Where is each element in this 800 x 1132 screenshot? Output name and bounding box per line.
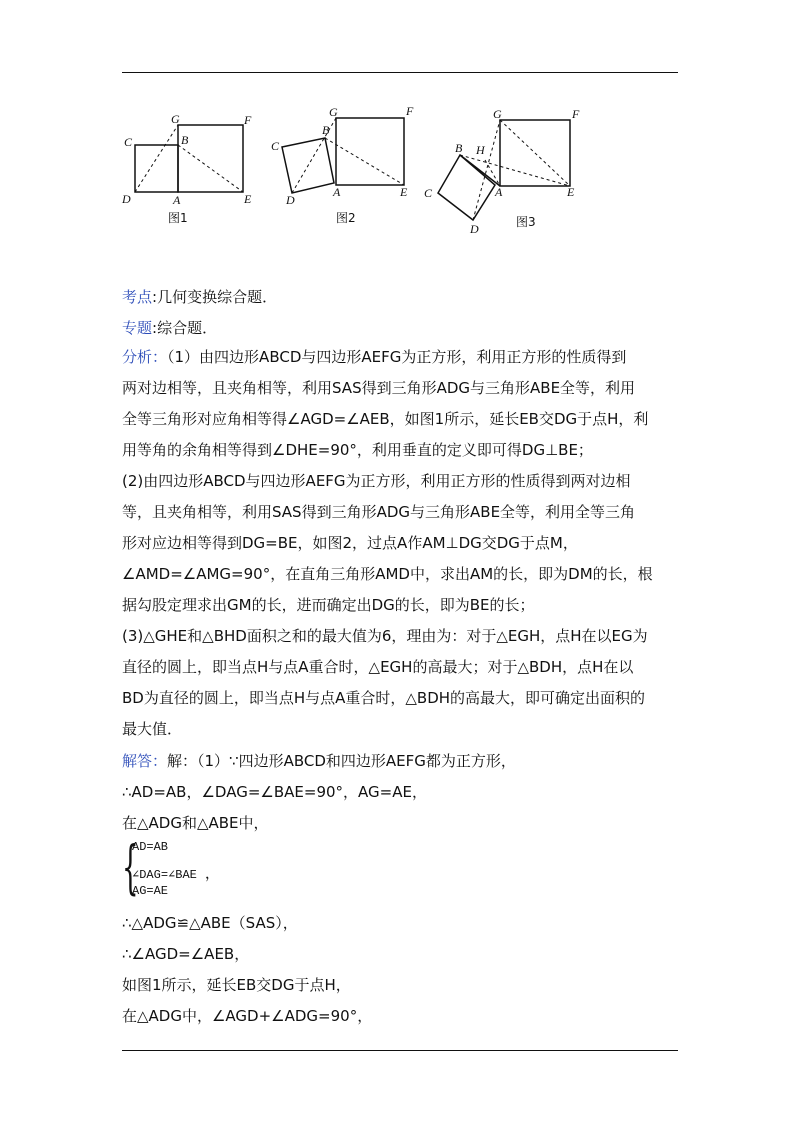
figure-3 [438,120,570,220]
zhuanti-label: 专题 [122,319,153,337]
system-eq-2-text: ∠DAG=∠BAE [132,868,197,882]
kaodian-label: 考点 [122,288,153,306]
jieda-line-3: 在△ADG和△ABE中， [122,814,269,832]
figure-1 [135,125,243,192]
fig2-label-g: G [329,105,338,119]
jieda-line-5: ∴△ADG≌△ABE（SAS）， [122,914,298,932]
jieda-first: 解：（1）∵四边形ABCD和四边形AEFG都为正方形， [167,752,516,770]
fig2-label-c: C [271,139,280,153]
geometry-figures [110,100,610,240]
fig2-label-a: A [333,185,341,199]
fenxi-line-1 [122,346,626,367]
fenxi-line-10: (3)△GHE和△BHD面积之和的最大值为6，理由为：对于△EGH，点H在以EG为 [122,627,648,645]
jieda-line-2: ∴AD=AB，∠DAG=∠BAE=90°，AG=AE， [122,783,427,801]
fig2-label-e: E [400,185,408,199]
fenxi-text: （1）由四边形ABCD与四边形AEFG为正方形，利用正方形的性质得到 [167,348,627,366]
jieda-line-6: ∴∠AGD=∠AEB， [122,945,250,963]
fig1-label-c: C [124,135,133,149]
jieda-line-7: 如图1所示，延长EB交DG于点H， [122,976,351,994]
fenxi-line-9: 据勾股定理求出GM的长，进而确定出DG的长，即为BE的长； [122,596,535,614]
fig1-label-f: F [244,113,252,127]
fenxi-line-4: 用等角的余角相等得到∠DHE=90°，利用垂直的定义即可得DG⊥BE； [122,441,593,459]
system-eq-3: AG=AE [132,884,169,898]
system-eq-2 [132,862,220,883]
fig2-label-d: D [286,193,295,207]
fenxi-line-2: 两对边相等，且夹角相等，利用SAS得到三角形ADG与三角形ABE全等，利用 [122,379,636,397]
fig3-label-h: H [476,143,485,157]
kaodian-line [122,286,277,307]
fenxi-line-11: 直径的圆上，即当点H与点A重合时，△EGH的高最大；对于△BDH，点H在以 [122,658,634,676]
fig2-label-f: F [406,104,414,118]
kaodian-text: :几何变换综合题． [152,288,278,306]
fenxi-line-7: 形对应边相等得到DG=BE，如图2，过点A作AM⊥DG交DG于点M， [122,534,578,552]
top-rule [122,72,678,73]
jieda-label: 解答： [122,752,168,770]
jieda-line-1 [122,750,516,771]
fenxi-line-5: (2)由四边形ABCD与四边形AEFG为正方形，利用正方形的性质得到两对边相 [122,472,631,490]
fig1-label-d: D [122,192,131,206]
jieda-line-8: 在△ADG中，∠AGD+∠ADG=90°， [122,1007,373,1025]
fig3-label-f: F [572,107,580,121]
fig3-label-a: A [495,185,503,199]
fig2-label-b: B [322,123,330,137]
fig3-label-e: E [567,185,575,199]
fig1-caption: 图1 [168,211,188,225]
fig3-label-d: D [470,222,479,236]
equation-system [122,833,322,904]
fig1-label-a: A [173,193,181,207]
fig1-label-g: G [171,112,180,126]
bottom-rule [122,1050,678,1051]
system-tail: ， [204,864,220,882]
brace-symbol: { [122,833,139,901]
figure-2 [282,118,404,193]
system-eq-1: AD=AB [132,840,169,854]
zhuanti-line [122,317,217,338]
fenxi-line-6: 等，且夹角相等，利用SAS得到三角形ADG与三角形ABE全等，利用全等三角 [122,503,636,521]
fig3-label-b: B [455,141,463,155]
fig1-label-e: E [244,192,252,206]
fig3-label-g: G [493,107,502,121]
fig3-label-c: C [424,186,433,200]
fig2-caption: 图2 [336,211,356,225]
fenxi-line-13: 最大值． [122,720,183,738]
fig3-caption: 图3 [516,215,536,229]
fenxi-label: 分析： [122,348,168,366]
fenxi-line-12: BD为直径的圆上，即当点H与点A重合时，△BDH的高最大，即可确定出面积的 [122,689,646,707]
zhuanti-text: :综合题． [152,319,218,337]
fig1-label-b: B [181,133,189,147]
fenxi-line-8: ∠AMD=∠AMG=90°，在直角三角形AMD中，求出AM的长，即为DM的长，根 [122,565,653,583]
fenxi-line-3: 全等三角形对应角相等得∠AGD=∠AEB，如图1所示，延长EB交DG于点H，利 [122,410,649,428]
